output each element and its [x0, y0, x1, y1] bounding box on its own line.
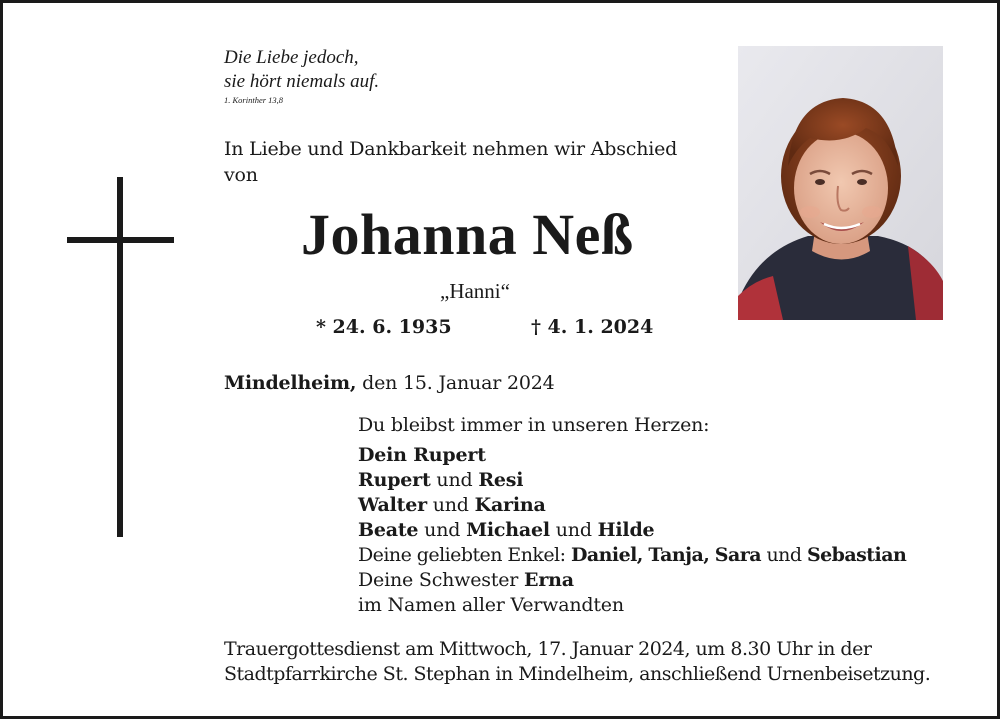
death-date: † 4. 1. 2024: [531, 316, 654, 338]
mourner-prefix: Deine Schwester: [358, 569, 519, 591]
portrait-photo: [738, 46, 943, 320]
mourner-name: Sebastian: [806, 544, 907, 566]
quote-line-2: sie hört niemals auf.: [224, 71, 380, 92]
mourners-heading: Du bleibst immer in unseren Herzen:: [358, 414, 710, 436]
deceased-nickname: „Hanni“: [440, 279, 510, 303]
portrait-illustration: [738, 46, 943, 320]
mourner-line: [358, 442, 486, 468]
conjunction: und: [555, 519, 592, 541]
mourner-line: [358, 467, 523, 493]
place-name: Mindelheim,: [224, 372, 357, 394]
conjunction: und: [424, 519, 461, 541]
quote-source: 1. Korinther 13,8: [224, 95, 284, 105]
birth-date: * 24. 6. 1935: [316, 316, 452, 338]
mourner-name: Resi: [478, 469, 524, 491]
mourner-name: Michael: [466, 519, 550, 541]
cross-icon-horizontal-bar: [67, 237, 174, 243]
notice-date: den 15. Januar 2024: [362, 372, 555, 394]
intro-line-1: In Liebe und Dankbarkeit nehmen wir Abschied: [224, 138, 678, 160]
conjunction: und: [432, 494, 469, 516]
mourner-name: Walter: [358, 494, 427, 516]
mourner-prefix: Deine geliebten Enkel:: [358, 544, 566, 566]
mourner-line: [358, 567, 574, 593]
mourner-name: Beate: [358, 519, 419, 541]
mourner-line: [358, 542, 906, 568]
mourner-line: [358, 592, 624, 618]
mourner-name: Tanja,: [648, 544, 710, 566]
service-line-1: Trauergottesdienst am Mittwoch, 17. Januar 2024, um 8.30 Uhr in der: [224, 638, 872, 660]
cross-icon-vertical-bar: [117, 177, 123, 537]
mourner-name: Daniel,: [570, 544, 643, 566]
mourner-name: Karina: [474, 494, 546, 516]
mourner-line: [358, 492, 546, 518]
mourner-name: Erna: [524, 569, 574, 591]
place-date-line: [224, 370, 555, 396]
quote-line-1: Die Liebe jedoch,: [224, 47, 359, 68]
conjunction: und: [766, 544, 802, 566]
mourner-name: Dein Rupert: [358, 444, 486, 466]
deceased-name: Johanna Neß: [301, 202, 634, 267]
service-line-2: Stadtpfarrkirche St. Stephan in Mindelheim, anschließend Urnenbeisetzung.: [224, 663, 931, 685]
intro-line-2: von: [224, 164, 258, 186]
mourner-name: Hilde: [597, 519, 655, 541]
mourner-name: Sara: [714, 544, 761, 566]
conjunction: und: [436, 469, 473, 491]
mourner-prefix: im Namen aller Verwandten: [358, 594, 624, 616]
mourner-name: Rupert: [358, 469, 431, 491]
mourner-line: [358, 517, 654, 543]
